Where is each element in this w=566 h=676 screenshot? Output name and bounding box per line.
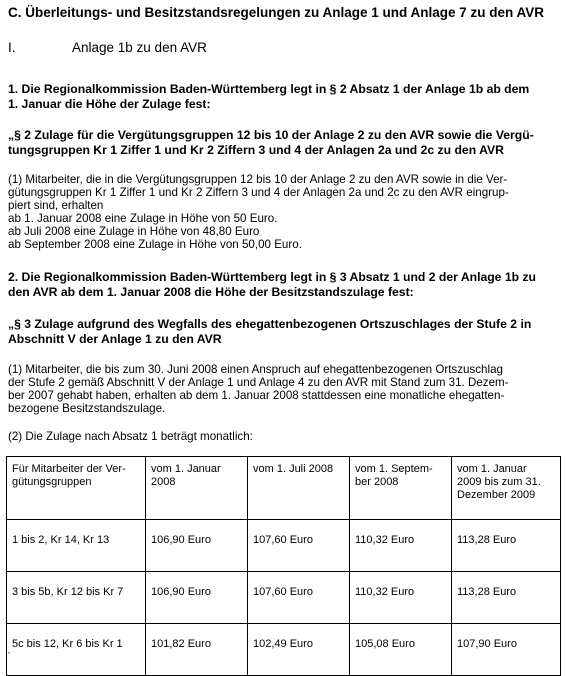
table-header-cell xyxy=(350,457,452,520)
para2-text-line-6: ab September 2008 eine Zulage in Höhe von 50,00 Euro. xyxy=(8,238,302,251)
table-cell: 5c bis 12, Kr 6 bis Kr 1 xyxy=(7,624,146,676)
section-title: Anlage 1b zu den AVR xyxy=(72,40,207,55)
item2-line-1: 2. Die Regionalkommission Baden-Württemberg legt in § 3 Absatz 1 und 2 der Anlage 1b zu xyxy=(8,270,536,284)
para2-text-line-5: ab Juli 2008 eine Zulage in Höhe von 48,80 Euro xyxy=(8,225,260,238)
para2-text-line-2: gütungsgruppen Kr 1 Ziffer 1 und Kr 2 Ziffern 3 und 4 der Anlagen 2a und 2c zu den AVR eingrup- xyxy=(8,186,509,199)
table-cell: 106,90 Euro xyxy=(146,520,248,572)
table-cell: 110,32 Euro xyxy=(350,572,452,624)
table-cell: 107,90 Euro xyxy=(452,624,561,676)
table-cell: 110,32 Euro xyxy=(350,520,452,572)
table-cell: 102,49 Euro xyxy=(248,624,350,676)
para3-text-line-4: bezogene Besitzstandszulage. xyxy=(8,402,166,415)
header-text: vom 1. Januar 2008 xyxy=(151,463,221,488)
para3-title-line-1: „§ 3 Zulage aufgrund des Wegfalls des ehegattenbezogenen Ortszuschlages der Stufe 2 in xyxy=(8,317,532,331)
table-cell: 113,28 Euro xyxy=(452,572,561,624)
section-number: I. xyxy=(8,40,16,55)
para2-text-line-1: (1) Mitarbeiter, die in die Vergütungsgruppen 12 bis 10 der Anlage 2 zu den AVR sowie in die Ver- xyxy=(8,173,508,186)
para3-title-line-2: Abschnitt V der Anlage 1 zu den AVR xyxy=(8,332,222,346)
item1-line-1: 1. Die Regionalkommission Baden-Württemberg legt in § 2 Absatz 1 der Anlage 1b ab dem xyxy=(8,82,530,96)
table-cell: 3 bis 5b, Kr 12 bis Kr 7 xyxy=(7,572,146,624)
table-cell: 105,08 Euro xyxy=(350,624,452,676)
para3-text-line-3: ber 2007 gehabt haben, erhalten ab dem 1. Januar 2008 stattdessen eine monatliche ehegatten- xyxy=(8,389,505,402)
table-header-cell xyxy=(146,457,248,520)
para2-text-line-4: ab 1. Januar 2008 eine Zulage in Höhe von 50 Euro. xyxy=(8,212,278,225)
header-text: Für Mitarbeiter der Ver- gütungsgruppen xyxy=(12,463,126,488)
table-cell: 106,90 Euro xyxy=(146,572,248,624)
table-row xyxy=(7,572,561,624)
para3-abs2: (2) Die Zulage nach Absatz 1 beträgt monatlich: xyxy=(8,430,253,443)
header-text: vom 1. Januar 2009 bis zum 31. Dezember 2009 xyxy=(457,463,541,501)
para3-text-line-2: der Stufe 2 gemäß Abschnitt V der Anlage 1 und Anlage 4 zu den AVR mit Stand zum 31. Dezem- xyxy=(8,376,509,389)
table-header-cell xyxy=(7,457,146,520)
table-cell: 101,82 Euro xyxy=(146,624,248,676)
table-cell: 107,60 Euro xyxy=(248,520,350,572)
item2-line-2: den AVR ab dem 1. Januar 2008 die Höhe der Besitzstandszulage fest: xyxy=(8,285,414,299)
besitzstandszulage-table xyxy=(6,456,561,676)
para2-text-line-3: piert sind, erhalten xyxy=(8,199,104,212)
header-text: vom 1. Septem- ber 2008 xyxy=(355,463,433,488)
table-row xyxy=(7,520,561,572)
document-heading: C. Überleitungs- und Besitzstandsregelungen zu Anlage 1 und Anlage 7 zu den AVR xyxy=(8,5,545,20)
table-header-cell xyxy=(452,457,561,520)
para2-title-line-2: tungsgruppen Kr 1 Ziffer 1 und Kr 2 Ziffern 3 und 4 der Anlagen 2a und 2c zu den AVR xyxy=(8,143,504,157)
footnote-mark: " xyxy=(8,652,11,659)
para3-text-line-1: (1) Mitarbeiter, die bis zum 30. Juni 2008 einen Anspruch auf ehegattenbezogenen Ortszuschlag xyxy=(8,363,503,376)
table-header-cell xyxy=(248,457,350,520)
header-text: vom 1. Juli 2008 xyxy=(253,463,334,475)
table-cell: 107,60 Euro xyxy=(248,572,350,624)
table-header-row xyxy=(7,457,561,520)
table-cell: 113,28 Euro xyxy=(452,520,561,572)
table-cell: 1 bis 2, Kr 14, Kr 13 xyxy=(7,520,146,572)
para2-title-line-1: „§ 2 Zulage für die Vergütungsgruppen 12 bis 10 der Anlage 2 zu den AVR sowie die Vergü- xyxy=(8,128,534,142)
item1-line-2: 1. Januar die Höhe der Zulage fest: xyxy=(8,97,211,111)
